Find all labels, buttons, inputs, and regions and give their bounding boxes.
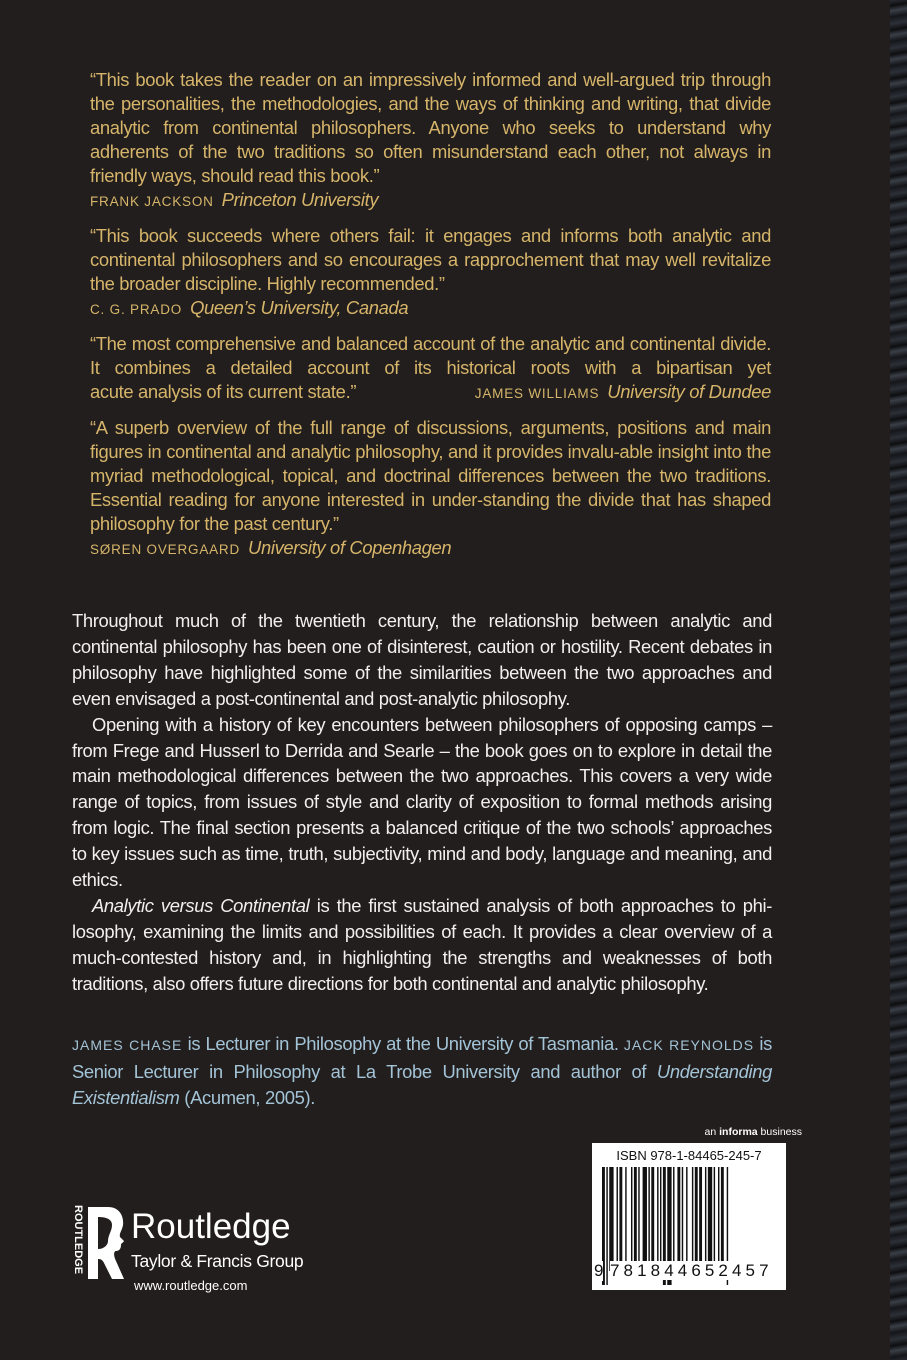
endorsement	[90, 68, 771, 214]
barcode-bar	[686, 1167, 687, 1271]
informa-prefix: an	[704, 1126, 720, 1138]
endorsement-text: “The most comprehensive and balanced account of the analytic and continental divide. It combines a detailed account of its historical roots with a bipartisan yet	[90, 333, 771, 378]
barcode-bar	[660, 1167, 661, 1271]
author-bio-text: is Lecturer in Philosophy at the University of Tasmania.	[182, 1033, 624, 1054]
endorser-affiliation: University of Dundee	[607, 381, 771, 402]
barcode-bar	[677, 1167, 680, 1271]
author-name: JACK REYNOLDS	[623, 1037, 755, 1053]
barcode-bar	[631, 1167, 632, 1271]
description-paragraph: Throughout much of the twentieth century, the relationship between analytic and continental philosophy has been one of disinterest, caution or hostility. Recent debates in philosophy have highlighted some of the similarities between the two approaches and even envisaged a post-continental and post-analytic philosophy.	[72, 610, 772, 709]
endorsement-text-end: acute analysis of its current state.”	[90, 381, 357, 402]
endorsement-attribution	[90, 188, 771, 214]
barcode-bar	[673, 1167, 674, 1271]
book-title: Analytic versus Continental	[92, 894, 310, 916]
endorser-name: SØREN OVERGAARD	[90, 542, 241, 557]
author-bio-text: is Senior Lecturer in Philosophy at La Trobe University and author of	[72, 1033, 772, 1082]
endorser-name: JAMES WILLIAMS	[474, 386, 600, 401]
endorsement-text: “A superb overview of the full range of discussions, arguments, positions and main figures in continental and analytic philosophy, and it provides invalu-able insight into the myriad methodological, topical, and doctrinal differences between the two traditions. Essential reading for anyone interested in under-standing the divide that has shaped philosophy for the past century.”	[90, 417, 771, 534]
endorser-affiliation: Queen’s University, Canada	[190, 297, 409, 318]
publisher-logo	[68, 1205, 338, 1305]
barcode-bar	[638, 1167, 639, 1271]
barcode-bar	[617, 1167, 618, 1271]
informa-tagline	[690, 1126, 802, 1138]
endorser-name: FRANK JACKSON	[90, 194, 214, 209]
endorsements	[90, 68, 771, 572]
endorser-affiliation: Princeton University	[221, 189, 379, 210]
isbn-barcode	[592, 1143, 786, 1290]
barcode-bar	[619, 1167, 622, 1271]
informa-suffix: business	[757, 1126, 802, 1138]
barcode-bar	[721, 1167, 724, 1271]
book-description	[72, 608, 772, 997]
barcode-bar	[695, 1167, 698, 1271]
barcode-bar	[634, 1167, 637, 1271]
endorsement-attribution	[90, 296, 771, 322]
endorsement	[90, 224, 771, 322]
logo-vertical-text: ROUTLEDGE	[72, 1205, 84, 1275]
author-bios	[72, 1031, 772, 1111]
endorser-name: C. G. PRADO	[90, 302, 183, 317]
description-text: is the first sustained analysis of both approaches to phi-losophy, examining the limits and possibilities of each. It provides a clear overview of a much-contested history and, in highlighting the strengths and weaknesses of both traditions, also offers future directions for both continental and analytic philosophy.	[72, 894, 772, 994]
publisher-url[interactable]: www.routledge.com	[134, 1278, 248, 1293]
barcode-bar	[609, 1167, 613, 1271]
spine-texture	[890, 0, 907, 1360]
barcode-bar	[718, 1167, 719, 1271]
barcode-bar	[651, 1167, 654, 1271]
endorsement	[90, 332, 771, 406]
informa-brand: informa	[719, 1126, 758, 1138]
barcode-digit-string: 781844652457	[610, 1261, 773, 1280]
endorser-affiliation: University of Copenhagen	[248, 537, 452, 558]
barcode-bar	[648, 1167, 649, 1271]
barcode-bar	[643, 1167, 647, 1271]
description-paragraph	[72, 893, 772, 997]
barcode-bar	[657, 1167, 658, 1271]
barcode-bar	[625, 1167, 626, 1271]
barcode-bar	[682, 1167, 683, 1271]
barcode-bar	[692, 1167, 693, 1271]
barcode-bar	[714, 1167, 715, 1271]
publisher-group: Taylor & Francis Group	[131, 1251, 304, 1271]
routledge-r-head-icon	[86, 1205, 126, 1281]
description-paragraph: Opening with a history of key encounters between philosophers of opposing camps – from Frege and Husserl to Derrida and Searle – the book goes on to explore in detail the main methodological differences between the two approaches. This covers a very wide range of topics, from issues of style and clarity of exposition to formal methods arising from logic. The final section presents a balanced critique of the two schools’ approaches to key issues such as time, truth, subjectivity, mind and body, language and meaning, and ethics.	[72, 713, 772, 891]
barcode-bar	[708, 1167, 712, 1271]
endorsement-last-line	[90, 380, 771, 406]
endorsement-attribution	[475, 380, 771, 406]
author-book-title: Understanding Existentialism	[72, 1060, 772, 1108]
barcode-bar	[705, 1167, 706, 1271]
publisher-name: Routledge	[131, 1207, 291, 1246]
barcode-bar	[699, 1167, 702, 1271]
endorsement	[90, 416, 771, 562]
endorsement-text: “This book takes the reader on an impressively informed and well-argued trip through the personalities, the methodologies, and the ways of thinking and writing, that divide analytic from continental philosophers. Anyone who seeks to understand why adherents of the two traditions so often misunderstand each other, not always in friendly ways, should read this book.”	[90, 69, 771, 186]
author-book-note: (Acumen, 2005).	[179, 1086, 315, 1108]
endorsement-text: “This book succeeds where others fail: it engages and informs both analytic and continental philosophers and so encourages a rapprochement that may well revitalize the broader discipline. Highly recommended.”	[90, 225, 771, 294]
endorsement-attribution	[90, 536, 771, 562]
author-name: JAMES CHASE	[72, 1037, 183, 1053]
isbn-label: ISBN 978-1-84465-245-7	[616, 1148, 762, 1163]
barcode-digits	[592, 1261, 786, 1283]
barcode-first-digit: 9	[594, 1261, 604, 1280]
